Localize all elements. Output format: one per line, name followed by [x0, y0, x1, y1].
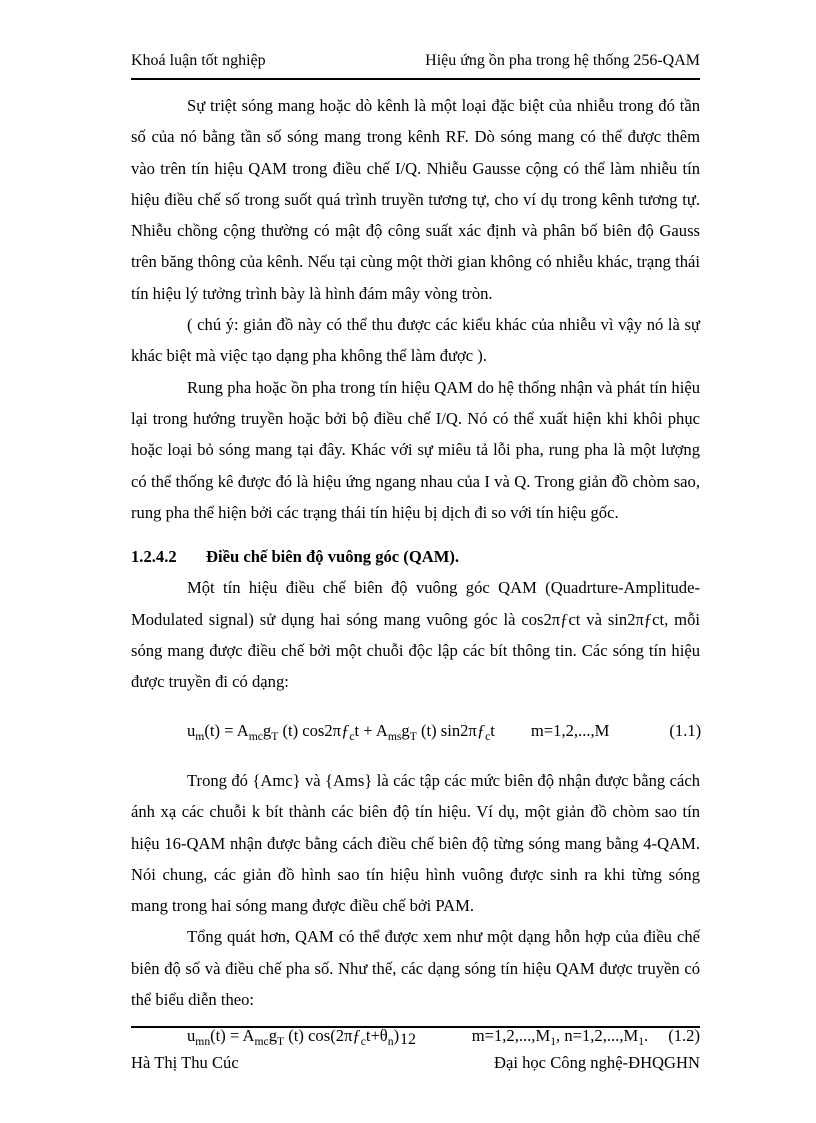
section-number: 1.2.4.2 [131, 547, 177, 567]
equation-1-1-label: (1.1) [669, 720, 702, 740]
equation-1-2-label: (1.2) [668, 1026, 700, 1046]
header-right: Hiệu ứng ồn pha trong hệ thống 256-QAM [425, 52, 700, 69]
footer-rule [131, 1026, 700, 1028]
section-heading [131, 541, 700, 572]
equation-1-2-formula: $u_{mn}(t) = A_{mc}g_T$ (t) $\cos(2\pi ƒ_ct+\theta_n)$ [187, 1026, 400, 1049]
paragraph-4: Một tín hiệu điều chế biên độ vuông góc QAM (Quadrture-Amplitude-Modulated signal) sử dụng hai sóng mang vuông góc là cos2πƒct và sin2πƒct, mỗi sóng mang được điều chế bởi một chuỗi độc lập các bít thông tin. Các sóng tín hiệu được truyền đi có dạng: [131, 578, 700, 692]
paragraph-6: Tổng quát hơn, QAM có thể được xem như một dạng hỗn hợp của điều chế biên độ số và điều chế pha số. Như thế, các dạng sóng tín hiệu QAM được truyền có thể biểu diễn theo: [131, 927, 700, 1010]
footer-right: Đại học Công nghệ-ĐHQGHN [493, 1053, 700, 1072]
equation-1-2-condition: $m=1,2,...,M_1$, $n=1,2,...,M_1$. [471, 1026, 649, 1049]
section-title: Điều chế biên độ vuông góc (QAM). [206, 547, 460, 567]
header-rule [131, 78, 700, 80]
paragraph-2: ( chú ý: giản đồ này có thể thu được các kiểu khác của nhiễu vì vậy nó là sự khác biệt mà việc tạo dạng pha không thể làm được ). [131, 315, 700, 366]
paragraph-1: Sự triệt sóng mang hoặc dò kênh là một loại đặc biệt của nhiễu trong đó tần số của nó bằng tần số sóng mang trong kênh RF. Dò sóng mang có thể được thêm vào trên tín hiệu QAM trong điều chế I/Q. Nhiễu Gausse cộng có thể làm nhiễu tín hiệu điều chế số trong suốt quá trình truyền tương tự, cho ví dụ trong kênh tương tự. Nhiễu chồng cộng thường có mật độ công suất xác định và phân bố biên độ Gauss trên băng thông của kênh. Nếu tại cùng một thời gian không có nhiễu khác, trạng thái tín hiệu lý tưởng trình bày là hình đám mây vòng tròn. [131, 96, 700, 303]
page-body [131, 90, 700, 1052]
header-left: Khoá luận tốt nghiệp [131, 52, 266, 69]
paragraph-3: Rung pha hoặc ồn pha trong tín hiệu QAM do hệ thống nhận và phát tín hiệu lại trong hướng truyền hoặc bởi bộ điều chế I/Q. Nó có thể xuất hiện khi khôi phục hoặc loại bỏ sóng mang tại đây. Khác với sự miêu tả lỗi pha, rung pha là một lượng có thể thống kê được đó là hiệu ứng ngang nhau của I và Q. Trong giản đồ chòm sao, rung pha thể hiện bởi các trạng thái tín hiệu bị dịch đi so với tín hiệu gốc. [131, 377, 700, 522]
equation-1-1-formula: $u_m(t) = A_{mc}g_T$ (t) $\cos 2\pi ƒ_ct + A_{ms}g_T$ (t) $\sin 2\pi ƒ_ct$ [187, 720, 495, 743]
footer-left: Hà Thị Thu Cúc [131, 1053, 239, 1072]
page-footer [131, 1053, 700, 1073]
page-header [131, 52, 700, 76]
paragraph-5: Trong đó {Amc} và {Ams} là các tập các mức biên độ nhận được bằng cách ánh xạ các chuỗi k bít thành các biên độ tín hiệu. Ví dụ, một giản đồ chòm sao tín hiệu 16-QAM nhận được bằng cách điều chế biên độ từng sóng mang bằng 4-QAM. Nói chung, các giản đồ hình sao tín hiệu hình vuông được sinh ra khi từng sóng mang trong hai sóng mang được điều chế bởi PAM. [131, 770, 700, 916]
equation-1-1-condition: m=1,2,...,M [530, 720, 610, 740]
equation-1-1 [131, 715, 700, 746]
page-number: 12 [400, 1031, 416, 1048]
